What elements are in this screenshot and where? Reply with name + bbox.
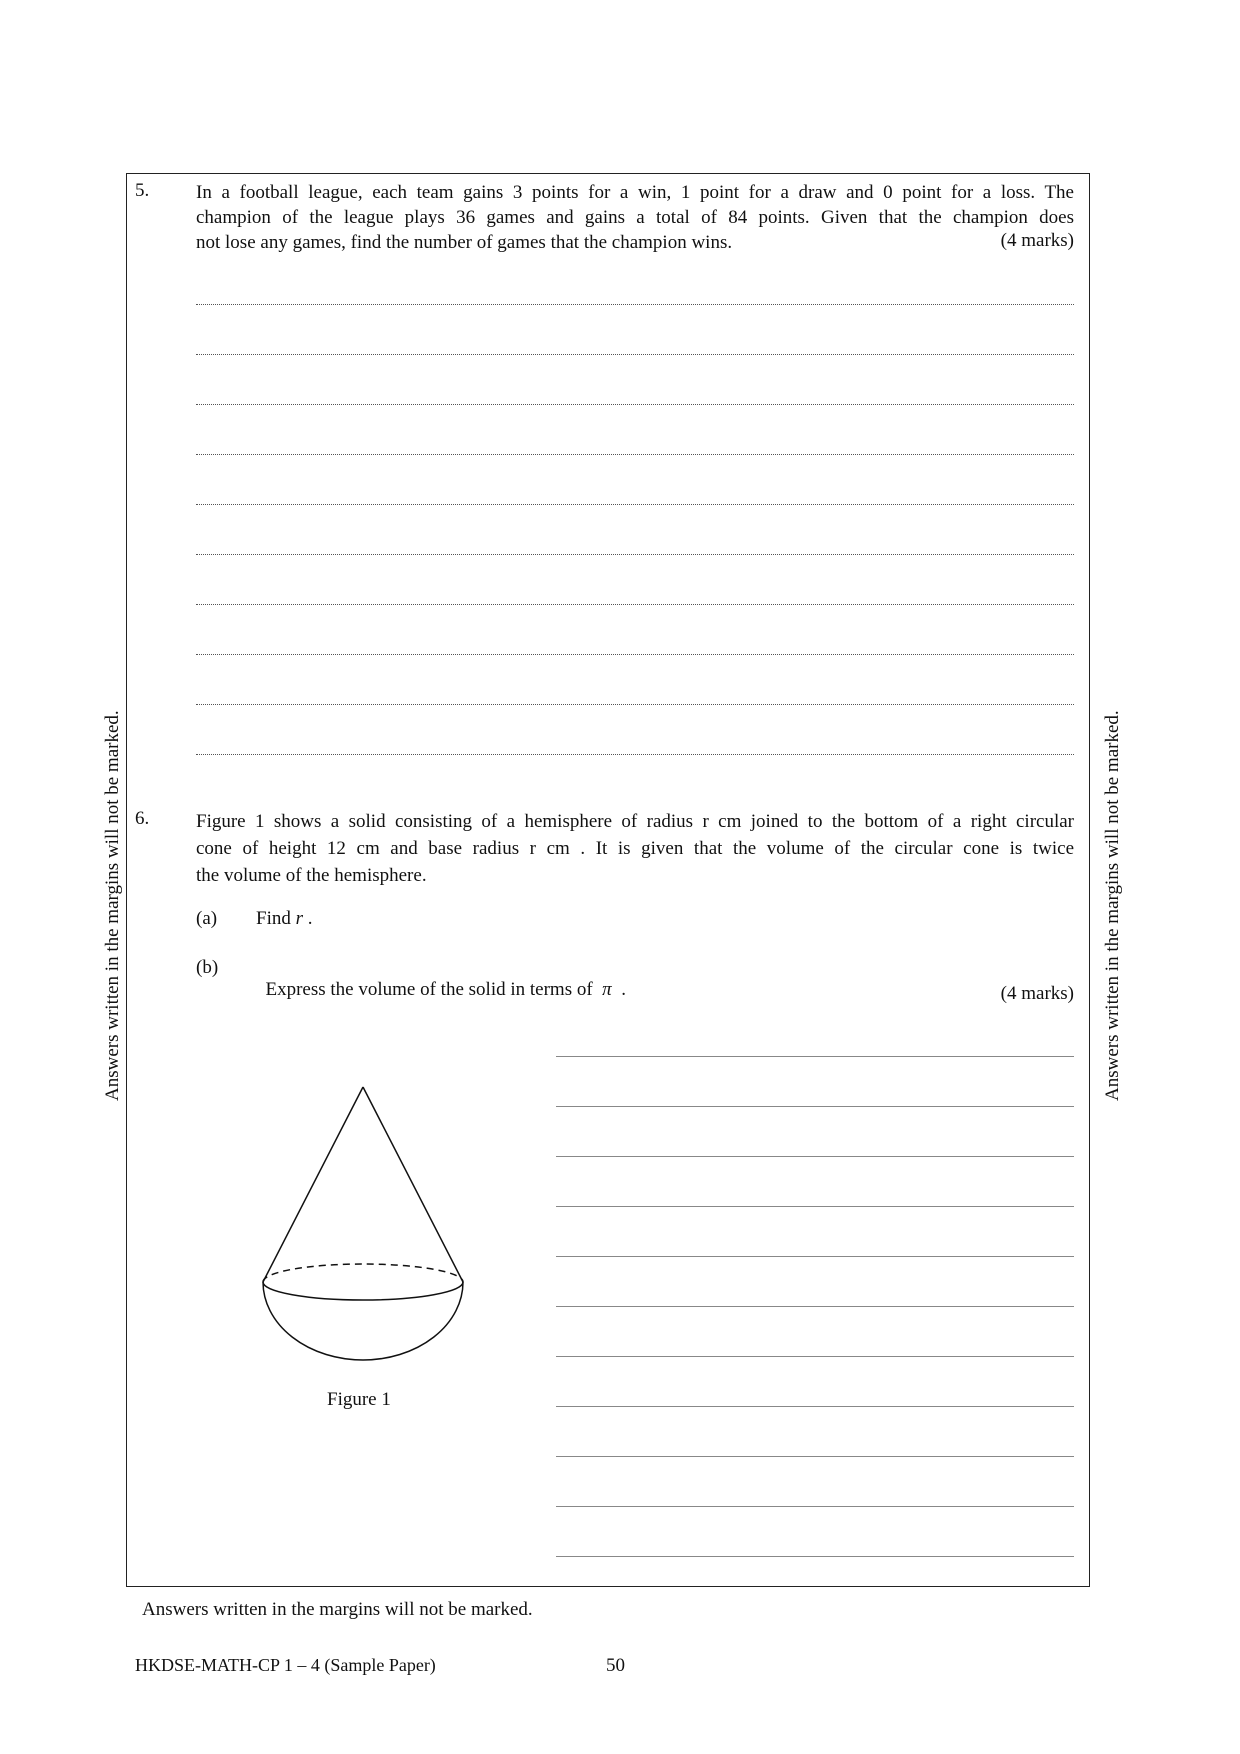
part-b-text-pre: Express the volume of the solid in terms of — [265, 979, 603, 1000]
page-number: 50 — [606, 1655, 625, 1676]
question-6-text — [196, 808, 1074, 889]
answer-line[interactable] — [196, 454, 1074, 455]
question-6-part-b-text — [256, 957, 626, 1001]
answer-line[interactable] — [196, 404, 1074, 405]
paper-code: HKDSE-MATH-CP 1 – 4 (Sample Paper) — [135, 1655, 436, 1675]
question-5-number: 5. — [135, 180, 150, 201]
question-5-line-3: not lose any games, find the number of games that the champion wins. — [196, 232, 733, 253]
base-rim-front — [263, 1282, 463, 1300]
question-6-line-1: Figure 1 shows a solid consisting of a hemisphere of radius r cm joined to the bottom of a right circular — [196, 811, 1074, 832]
part-a-text-pre: Find — [256, 908, 296, 929]
question-5-marks: (4 marks) — [1000, 230, 1074, 251]
answer-line[interactable] — [556, 1556, 1074, 1557]
answer-line[interactable] — [196, 554, 1074, 555]
figure-1-caption: Figure 1 — [327, 1389, 391, 1410]
part-b-text-post: . — [611, 979, 626, 1000]
left-margin-note: Answers written in the margins will not be marked. — [102, 710, 123, 1101]
answer-line[interactable] — [196, 754, 1074, 755]
answer-line[interactable] — [556, 1206, 1074, 1207]
part-a-text-post: . — [303, 908, 313, 929]
answer-line[interactable] — [556, 1456, 1074, 1457]
answer-line[interactable] — [556, 1256, 1074, 1257]
answer-line[interactable] — [556, 1406, 1074, 1407]
question-6-part-a-text — [256, 908, 313, 930]
answer-line[interactable] — [556, 1056, 1074, 1057]
question-6-line-3: the volume of the hemisphere. — [196, 865, 427, 886]
answer-line[interactable] — [196, 604, 1074, 605]
answer-line[interactable] — [196, 704, 1074, 705]
answer-line[interactable] — [556, 1306, 1074, 1307]
question-6-line-2: cone of height 12 cm and base radius r cm . It is given that the volume of the circular cone is twice — [196, 838, 1074, 859]
question-6-part-a-label: (a) — [196, 908, 218, 929]
question-6-marks: (4 marks) — [1000, 983, 1074, 1004]
hemisphere-outline — [263, 1282, 463, 1360]
question-6-part-b-label: (b) — [196, 957, 219, 978]
answer-line[interactable] — [556, 1356, 1074, 1357]
answer-line[interactable] — [196, 354, 1074, 355]
part-a-variable: r — [295, 908, 304, 929]
answer-line[interactable] — [556, 1106, 1074, 1107]
answer-line[interactable] — [196, 504, 1074, 505]
part-b-variable: π — [602, 979, 612, 1000]
answer-line[interactable] — [556, 1156, 1074, 1157]
base-rim-back-dashed — [263, 1264, 463, 1282]
figure-1-cone-hemisphere — [250, 1080, 480, 1380]
answer-line[interactable] — [196, 654, 1074, 655]
answer-line[interactable] — [196, 304, 1074, 305]
cone-left-side — [263, 1087, 363, 1282]
cone-right-side — [363, 1087, 463, 1282]
question-6-number: 6. — [135, 808, 150, 829]
question-5-line-1: In a football league, each team gains 3 points for a win, 1 point for a draw and 0 point for a loss. The — [196, 182, 1074, 203]
right-margin-note: Answers written in the margins will not be marked. — [1102, 710, 1123, 1101]
question-5-line-2: champion of the league plays 36 games and gains a total of 84 points. Given that the champion does — [196, 207, 1074, 228]
bottom-margin-note: Answers written in the margins will not be marked. — [142, 1599, 533, 1620]
answer-line[interactable] — [556, 1506, 1074, 1507]
question-5-text — [196, 180, 1074, 255]
